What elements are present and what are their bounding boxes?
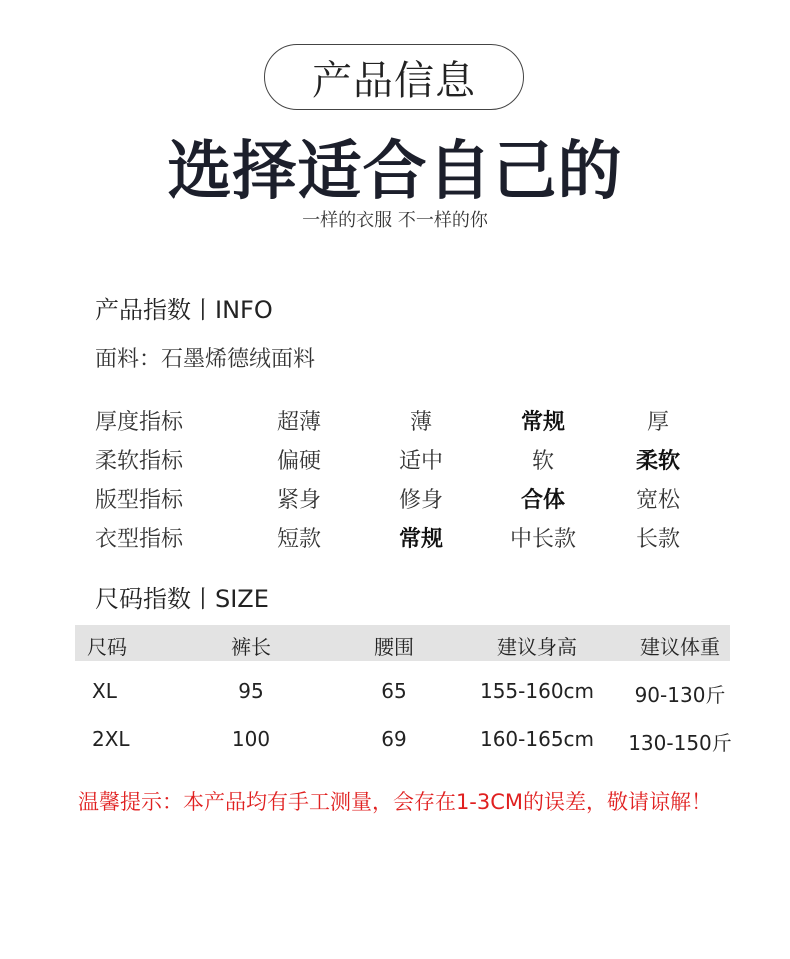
index-row bbox=[0, 522, 790, 556]
tagline: 一样的衣服 不一样的你 bbox=[302, 210, 488, 231]
index-row bbox=[0, 483, 790, 517]
size-table-header-cell: 建议体重 bbox=[640, 635, 720, 659]
size-index-title: 尺码指数丨SIZE bbox=[95, 585, 269, 613]
size-table-cell: 69 bbox=[381, 727, 407, 751]
product-index-title: 产品指数丨INFO bbox=[95, 296, 273, 324]
index-row bbox=[0, 405, 790, 439]
index-label: 版型指标 bbox=[95, 488, 184, 513]
size-table-cell: 100 bbox=[231, 727, 271, 751]
size-table-cell: 90-130斤 bbox=[634, 683, 726, 707]
measurement-notice: 温馨提示：本产品均有手工测量，会存在1-3CM的误差，敬请谅解！ bbox=[77, 790, 713, 814]
size-table-cell: 130-150斤 bbox=[628, 731, 732, 755]
size-table-cell: 65 bbox=[381, 679, 407, 703]
index-row bbox=[0, 444, 790, 478]
size-table-cell: XL bbox=[92, 679, 117, 703]
index-option: 修身 bbox=[398, 488, 444, 513]
index-option: 薄 bbox=[409, 410, 433, 435]
size-table-cell: 160-165cm bbox=[479, 727, 595, 751]
size-table-cell: 155-160cm bbox=[479, 679, 595, 703]
index-label: 柔软指标 bbox=[95, 449, 184, 474]
index-option: 宽松 bbox=[635, 488, 681, 513]
section-pill-product-info: 产品信息 bbox=[264, 44, 524, 110]
index-option: 中长款 bbox=[509, 527, 577, 552]
size-table-cell: 95 bbox=[238, 679, 264, 703]
index-option: 软 bbox=[531, 449, 555, 474]
index-option-selected: 常规 bbox=[398, 527, 444, 552]
index-option: 偏硬 bbox=[276, 449, 322, 474]
index-option-selected: 常规 bbox=[520, 410, 566, 435]
index-option: 适中 bbox=[398, 449, 444, 474]
size-table-header-cell: 裤长 bbox=[231, 635, 271, 659]
index-label: 衣型指标 bbox=[95, 527, 184, 552]
fabric-line: 面料：石墨烯德绒面料 bbox=[95, 347, 316, 372]
size-table-header-cell: 建议身高 bbox=[497, 635, 577, 659]
index-option: 超薄 bbox=[276, 410, 322, 435]
index-option-selected: 合体 bbox=[520, 488, 566, 513]
size-table-cell: 2XL bbox=[92, 727, 130, 751]
index-option: 短款 bbox=[276, 527, 322, 552]
index-label: 厚度指标 bbox=[95, 410, 184, 435]
headline: 选择适合自己的 bbox=[167, 135, 623, 209]
index-option: 长款 bbox=[635, 527, 681, 552]
index-option-selected: 柔软 bbox=[635, 449, 681, 474]
index-option: 厚 bbox=[646, 410, 670, 435]
index-option: 紧身 bbox=[276, 488, 322, 513]
size-table-header-cell: 腰围 bbox=[374, 635, 414, 659]
size-table-header-cell: 尺码 bbox=[87, 635, 127, 659]
